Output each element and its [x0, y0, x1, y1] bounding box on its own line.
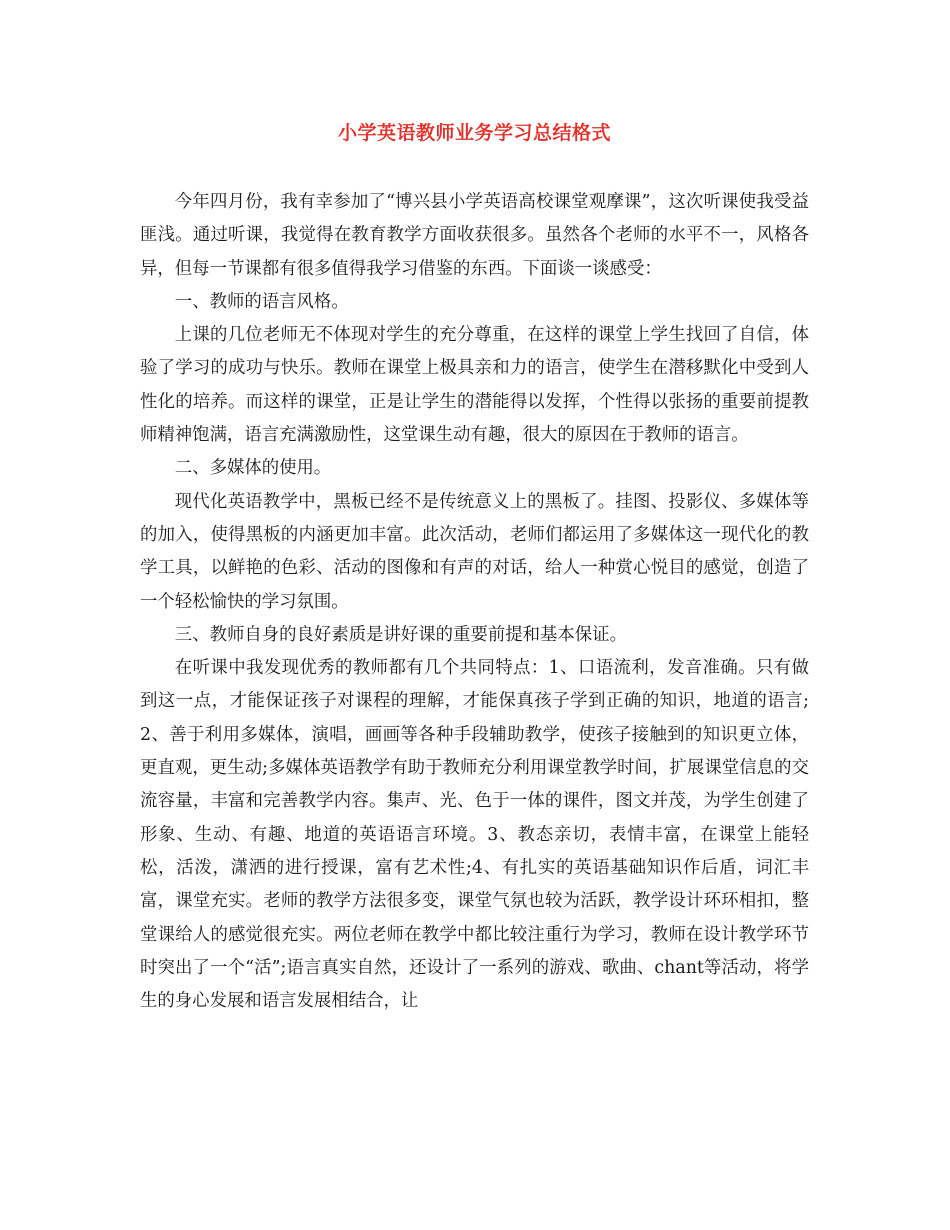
paragraph-multimedia: 现代化英语教学中，黑板已经不是传统意义上的黑板了。挂图、投影仪、多媒体等的加入，使得黑板的内涵更加丰富。此次活动，老师们都运用了多媒体这一现代化的教学工具，以鲜艳的色彩、活动的图像和有声的对话，给人一种赏心悦目的感觉，创造了一个轻松愉快的学习氛围。: [140, 491, 809, 612]
section-heading-multimedia: 二、多媒体的使用。: [174, 458, 332, 479]
document-title: 小学英语教师业务学习总结格式: [337, 122, 611, 144]
section-heading-language-style: 一、教师的语言风格。: [174, 291, 349, 312]
paragraph-intro: 今年四月份，我有幸参加了“博兴县小学英语高校课堂观摩课”，这次听课使我受益匪浅。通过听课，我觉得在教育教学方面收获很多。虽然各个老师的水平不一，风格各异，但每一节课都有很多值得我学习借鉴的东西。下面谈一谈感受：: [140, 192, 809, 279]
paragraph-teacher-quality: 在听课中我发现优秀的教师都有几个共同特点：1、口语流利，发音准确。只有做到这一点，才能保证孩子对课程的理解，才能保真孩子学到正确的知识，地道的语言;2、善于利用多媒体，演唱，画画等各种手段辅助教学，使孩子接触到的知识更立体，更直观，更生动;多媒体英语教学有助于教师充分利用课堂教学时间，扩展课堂信息的交流容量，丰富和完善教学内容。集声、光、色于一体的课件，图文并茂，为学生创建了形象、生动、有趣、地道的英语语言环境。3、教态亲切，表情丰富，在课堂上能轻松，活泼，潇洒的进行授课，富有艺术性;4、有扎实的英语基础知识作后盾，词汇丰富，课堂充实。老师的教学方法很多变，课堂气氛也较为活跃，教学设计环环相扣，整堂课给人的感觉很充实。两位老师在教学中都比较注重行为学习，教师在设计教学环节时突出了一个“活”;语言真实自然，还设计了一系列的游戏、歌曲、chant等活动，将学生的身心发展和语言发展相结合，让: [140, 658, 809, 1012]
section-heading-teacher-quality: 三、教师自身的良好素质是讲好课的重要前提和基本保证。: [174, 624, 627, 645]
paragraph-language-style: 上课的几位老师无不体现对学生的充分尊重，在这样的课堂上学生找回了自信，体验了学习的成功与快乐。教师在课堂上极具亲和力的语言，使学生在潜移默化中受到人性化的培养。而这样的课堂，正是让学生的潜能得以发挥，个性得以张扬的重要前提教师精神饱满，语言充满激励性，这堂课生动有趣，很大的原因在于教师的语言。: [140, 325, 809, 446]
